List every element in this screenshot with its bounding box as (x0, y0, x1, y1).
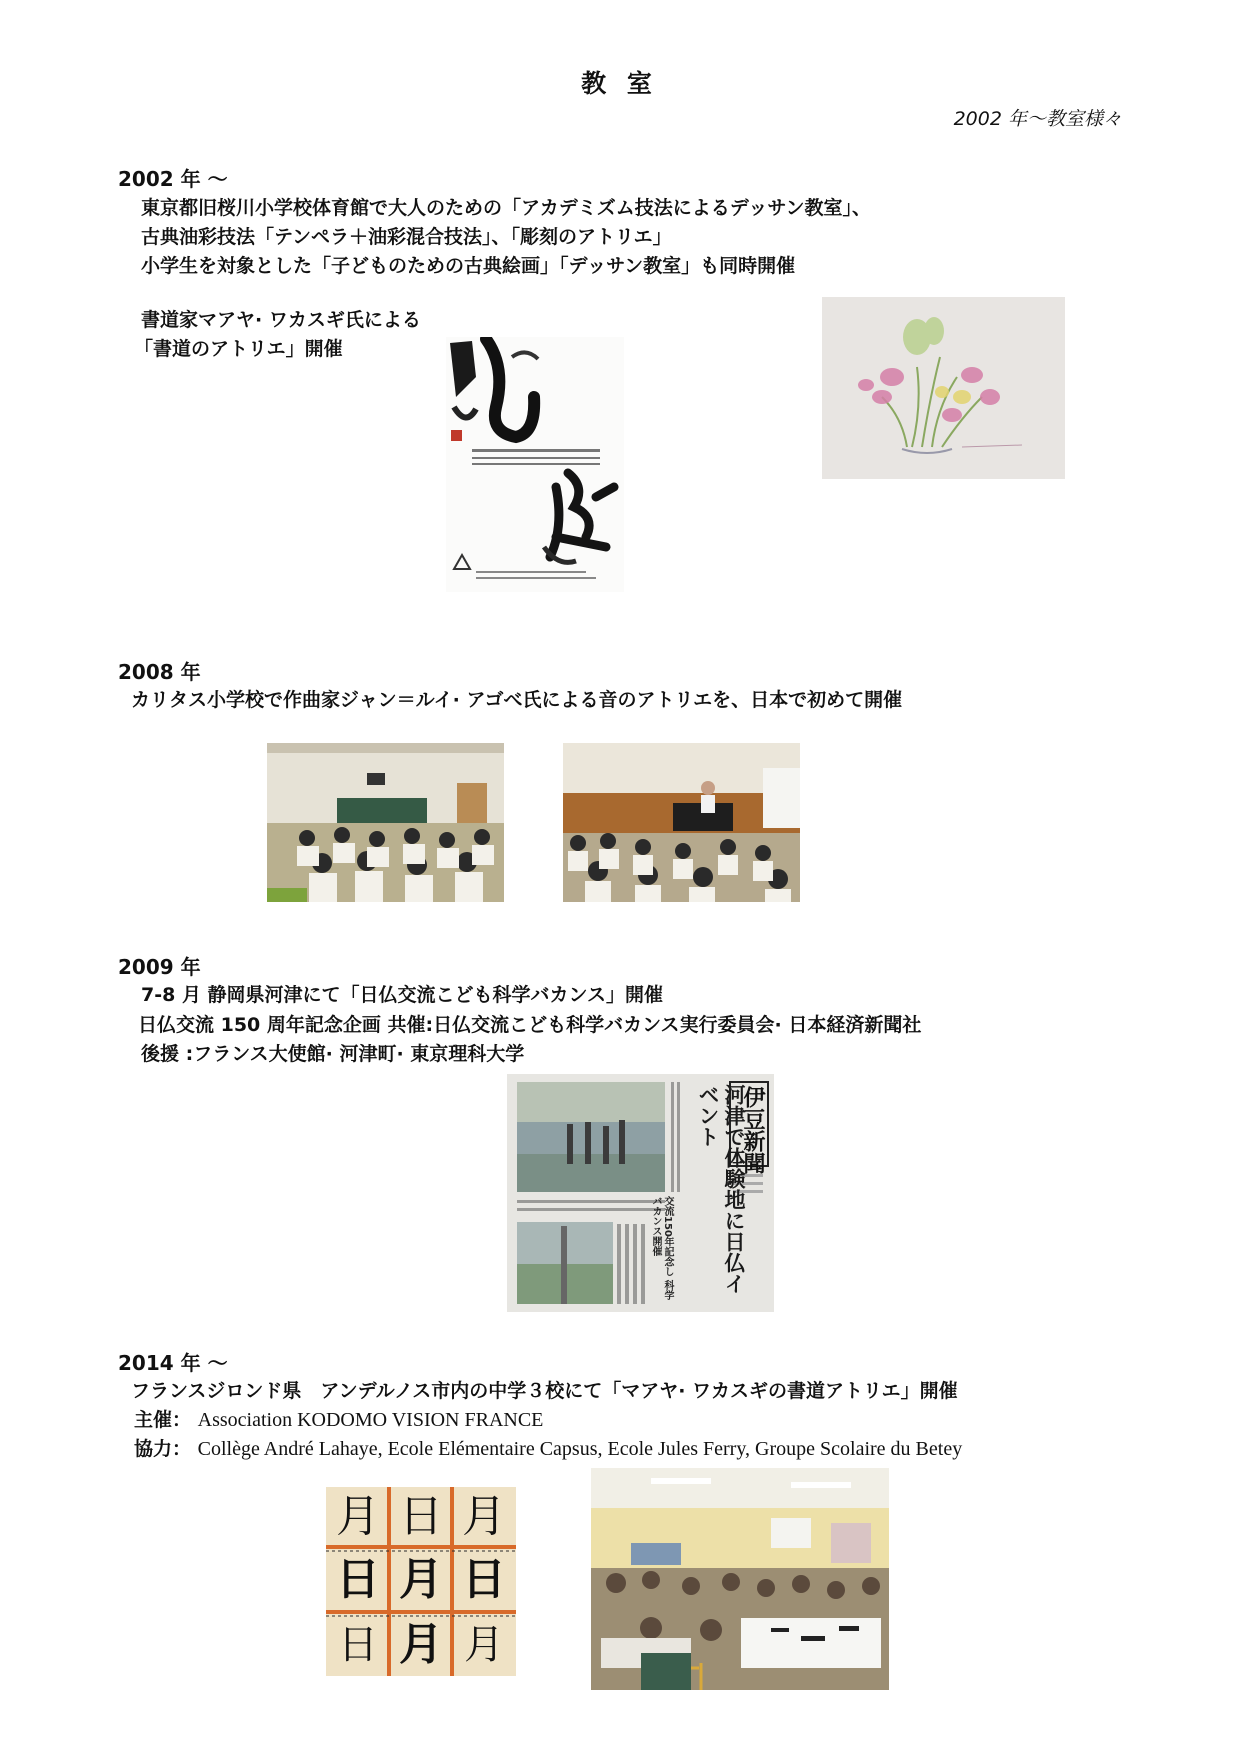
text-line: 古典油彩技法「テンペラ＋油彩混合技法」、「彫刻のアトリエ」 (141, 226, 672, 248)
year-heading-2009: 2009 年 (118, 955, 201, 979)
newspaper-masthead: 伊豆新聞 (740, 1086, 766, 1174)
newspaper-subhead: 交流150年記念し 科学バカンス開催 (650, 1196, 673, 1301)
text-line: 「書道のアトリエ」開催 (134, 338, 343, 360)
page-title: 教 室 (581, 69, 658, 98)
calligraphy-workshop-photo (591, 1468, 889, 1690)
text-line: 東京都旧桜川小学校体育館で大人のための「アカデミズム技法によるデッサン教室」、 (141, 197, 871, 219)
calligraphy-char: 月 (399, 1554, 443, 1605)
page-subtitle: 2002 年〜教室様々 (953, 108, 1122, 130)
classroom-photo-1 (267, 743, 504, 902)
calligraphy-char: 月 (462, 1491, 506, 1542)
calligraphy-char: 月 (399, 1619, 443, 1670)
calligraphy-char: 日 (336, 1554, 380, 1605)
text-line: カリタス小学校で作曲家ジャン＝ルイ· アゴべ氏による音のアトリエを、日本で初めて開催 (131, 689, 903, 711)
newspaper-clipping-image (507, 1074, 774, 1312)
calligraphy-char: 日 (399, 1491, 443, 1542)
text-line: 後援 :フランス大使館· 河津町· 東京理科大学 (141, 1043, 525, 1065)
partner-label: 協力： (134, 1438, 192, 1460)
organizer-name: Association KODOMO VISION FRANCE (197, 1409, 544, 1431)
classroom-photo-2 (563, 743, 800, 902)
calligraphy-char: 月 (336, 1491, 380, 1542)
calligraphy-poster-image (446, 337, 624, 592)
calligraphy-char: 月 (464, 1622, 504, 1668)
calligraphy-work-image (326, 1487, 516, 1676)
partner-list: Collège André Lahaye, Ecole Elémentaire Capsus, Ecole Jules Ferry, Groupe Scolaire du Betey (197, 1438, 963, 1460)
text-line: 書道家マアヤ· ワカスギ氏による (141, 309, 421, 331)
text-line: フランスジロンド県 アンデルノス市内の中学３校にて「マアヤ· ワカスギの書道アトリエ」開催 (131, 1380, 958, 1402)
organizer-label: 主催： (134, 1409, 192, 1431)
newspaper-headline: 河津で体験地に日仏イベント (696, 1084, 747, 1294)
flower-drawing-image (822, 297, 1065, 479)
year-heading-2008: 2008 年 (118, 660, 201, 684)
text-line: 小学生を対象とした「子どものための古典絵画」「デッサン教室」も同時開催 (141, 255, 796, 277)
partners-row (134, 1434, 962, 1461)
calligraphy-char: 日 (338, 1622, 378, 1668)
text-line: 日仏交流 150 周年記念企画 共催:日仏交流こども科学バカンス実行委員会· 日本経済新聞社 (138, 1014, 922, 1036)
text-line: 7-8 月 静岡県河津にて「日仏交流こども科学バカンス」開催 (141, 984, 663, 1006)
calligraphy-char: 日 (462, 1554, 506, 1605)
year-heading-2014: 2014 年 〜 (118, 1351, 228, 1375)
year-heading-2002: 2002 年 〜 (118, 167, 228, 191)
organizer-row (134, 1405, 543, 1432)
